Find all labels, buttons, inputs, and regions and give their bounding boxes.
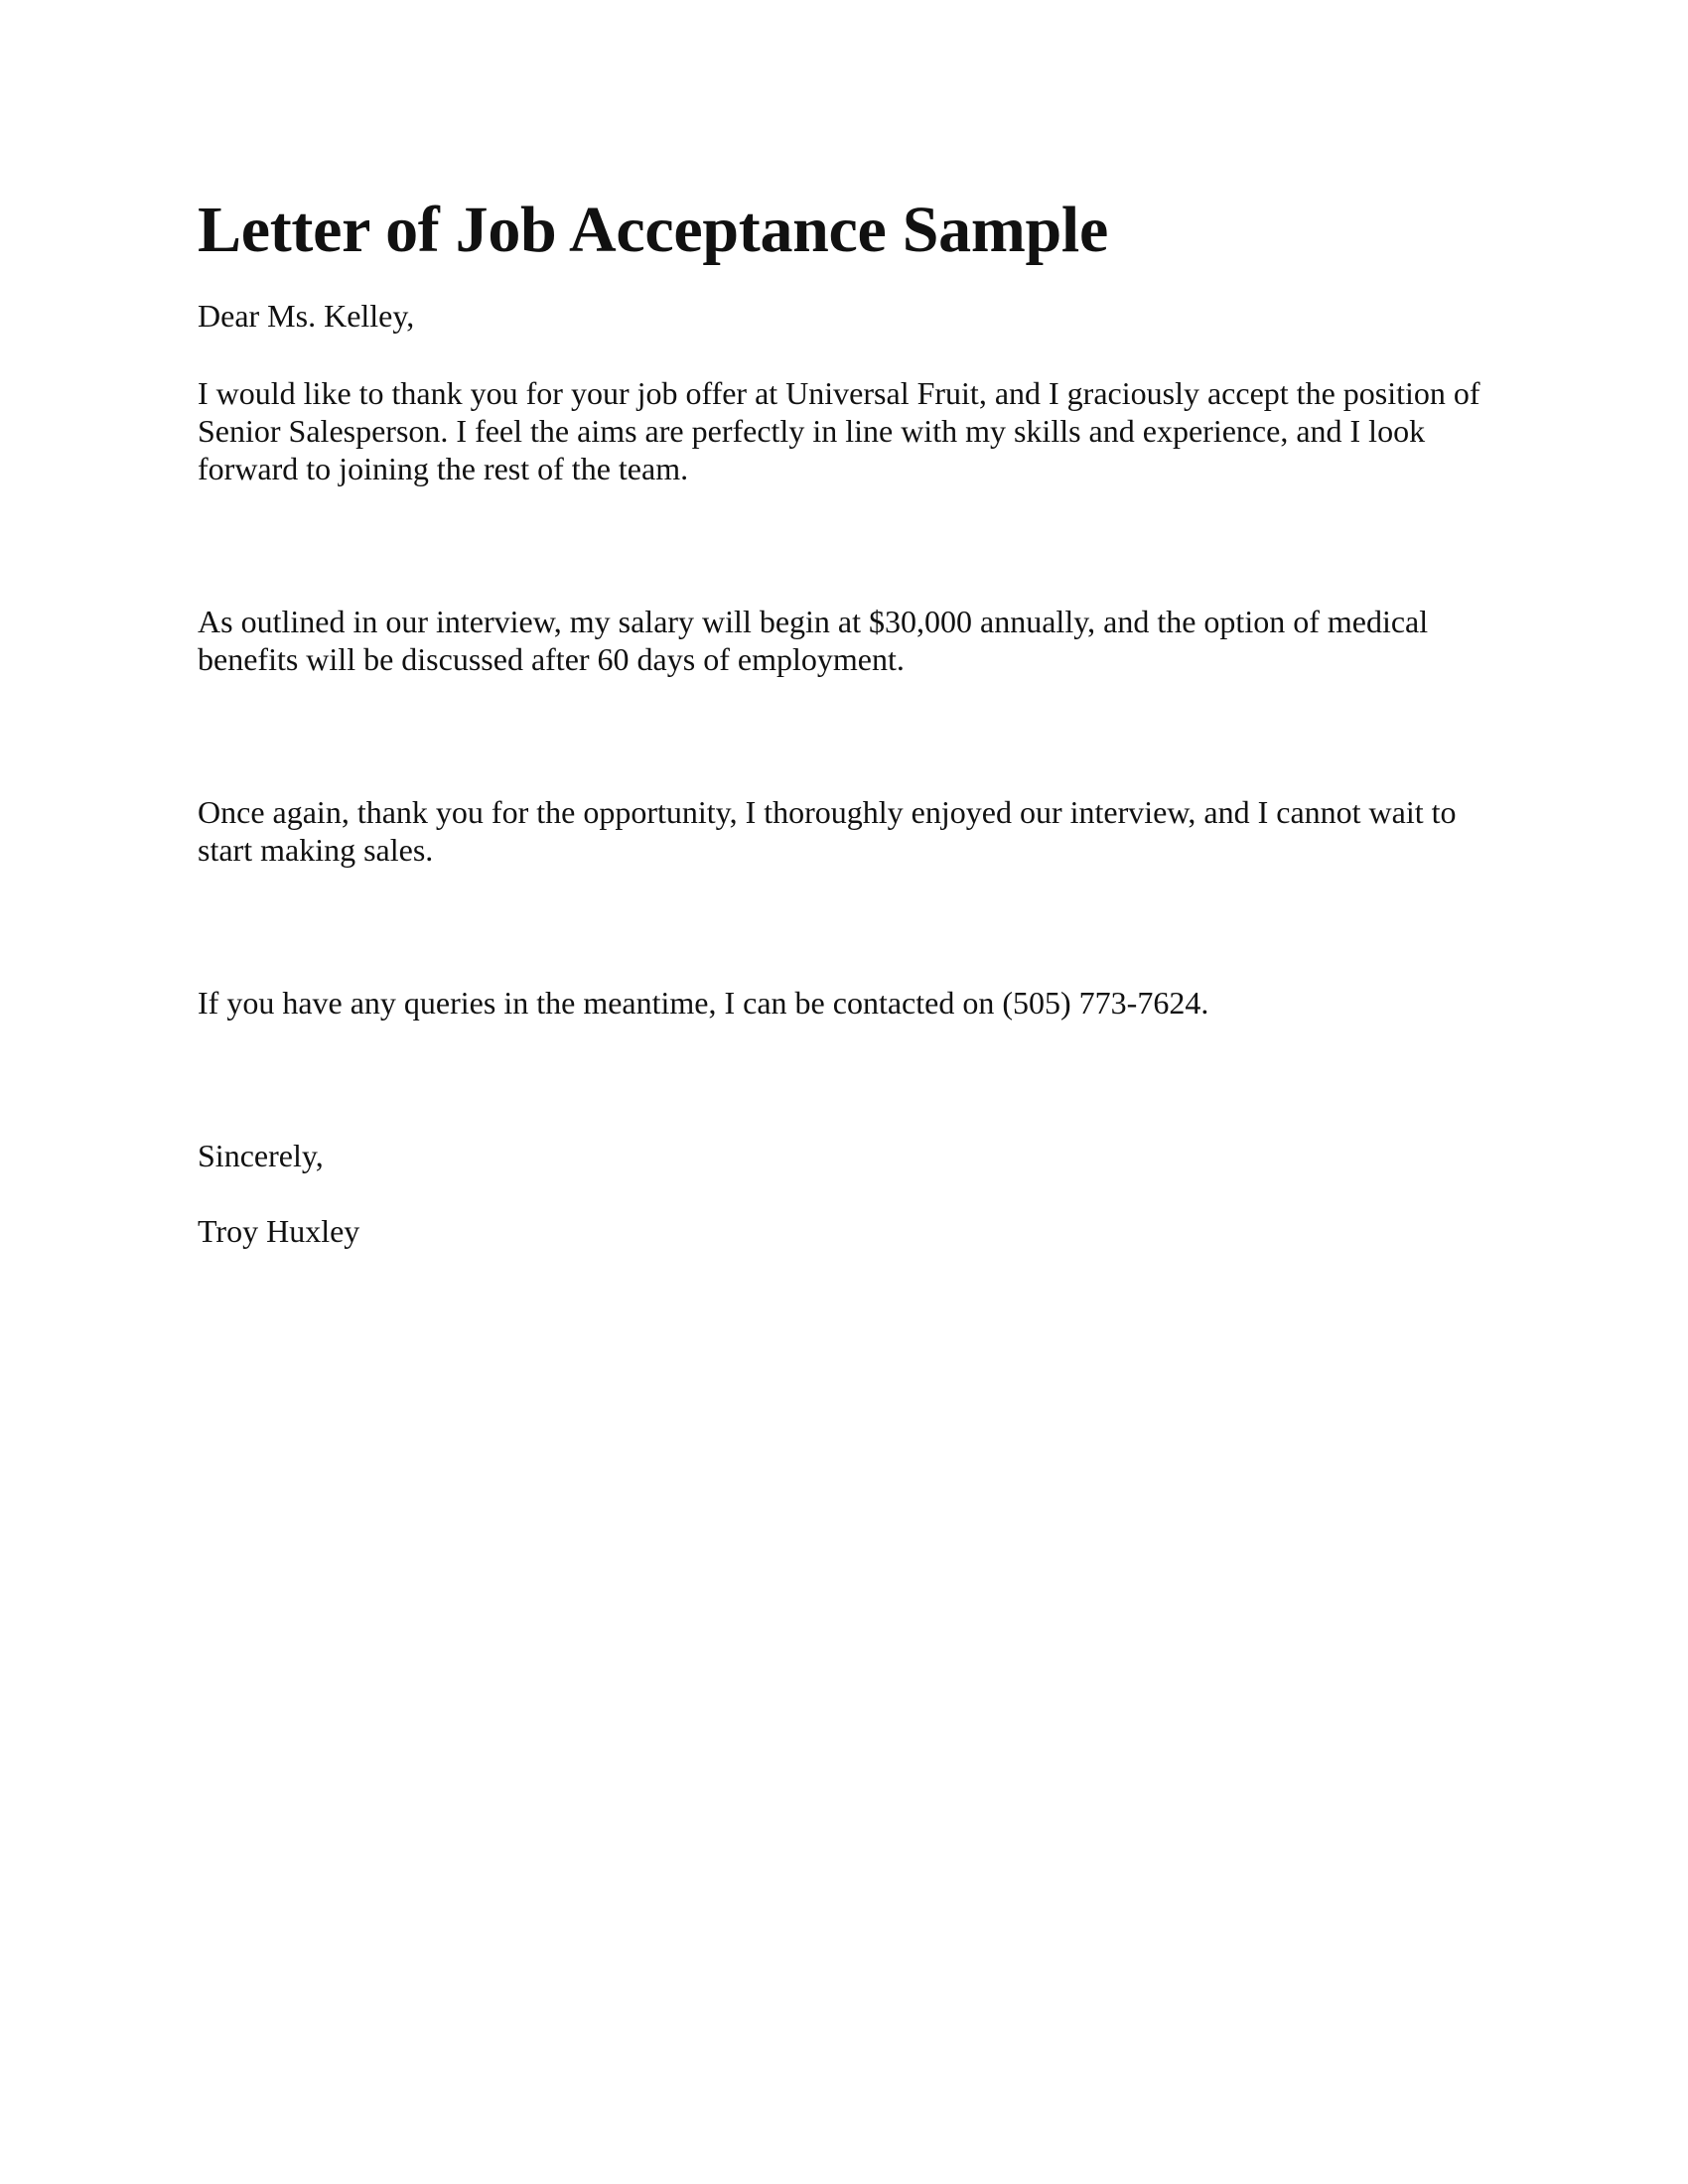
letter-closing: Sincerely, <box>198 1137 324 1173</box>
letter-paragraph-acceptance: I would like to thank you for your job offer at Universal Fruit, and I graciously accept the position of Senior Salesperson. I feel the aims are perfectly in line with my skills and experience, and I look forward to joining the rest of the team. <box>198 374 1480 486</box>
letter-signature-name: Troy Huxley <box>198 1212 360 1249</box>
letter-title: Letter of Job Acceptance Sample <box>198 194 1108 266</box>
letter-paragraph-thanks: Once again, thank you for the opportunity, I thoroughly enjoyed our interview, and I cannot wait to start making sales. <box>198 793 1457 868</box>
letter-paragraph-contact: If you have any queries in the meantime, I can be contacted on (505) 773-7624. <box>198 984 1209 1021</box>
letter-page <box>198 195 1498 1250</box>
letter-paragraph-salary: As outlined in our interview, my salary will begin at $30,000 annually, and the option of medical benefits will be discussed after 60 days of employment. <box>198 603 1429 677</box>
letter-salutation: Dear Ms. Kelley, <box>198 297 415 334</box>
